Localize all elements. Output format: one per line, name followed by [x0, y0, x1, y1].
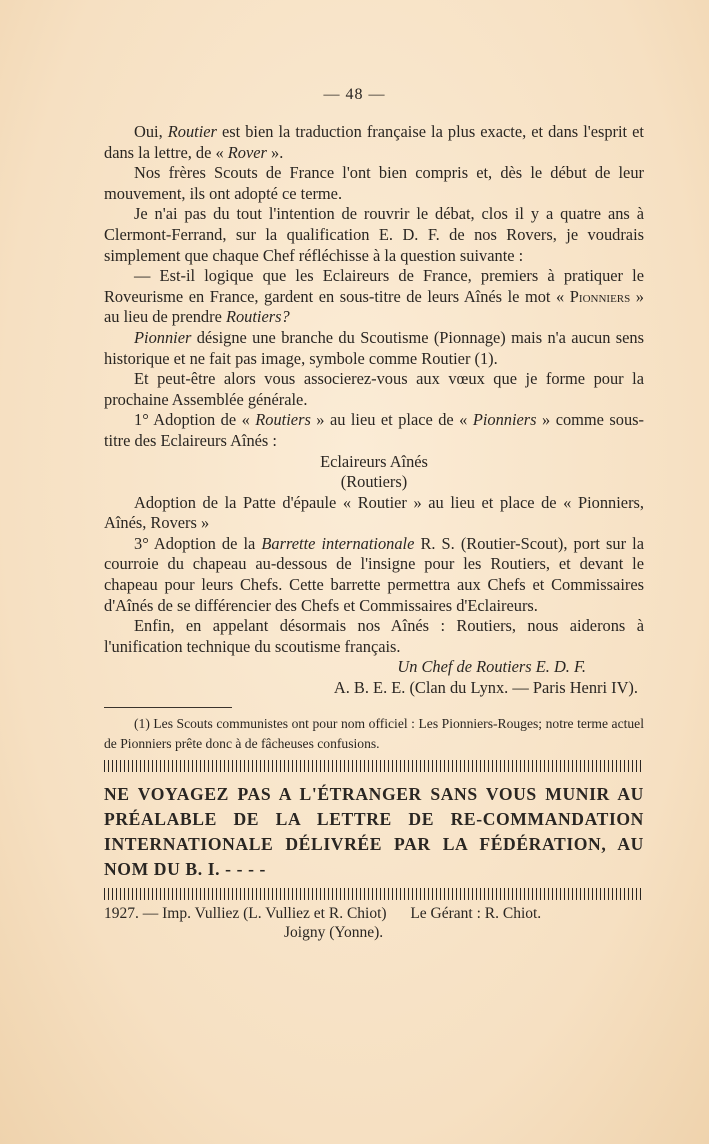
- paragraph-8: Adoption de la Patte d'épaule « Routier » au lieu et place de « Pionniers, Aînés, Rovers »: [104, 492, 644, 533]
- paragraph-6: Et peut-être alors vous associerez-vous aux vœux que je forme pour la prochaine Assemblée générale.: [104, 369, 644, 409]
- page-number: — 48 —: [323, 86, 386, 103]
- subtitle-line-1: Eclaireurs Aînés: [320, 451, 428, 471]
- paragraph-10: Enfin, en appelant désormais nos Aînés : Routiers, nous aiderons à l'unification technique du scoutisme français.: [104, 616, 644, 656]
- paragraph-1: Oui, Routier est bien la traduction française la plus exacte, et dans l'esprit et dans la lettre, de « Rover ».: [104, 122, 644, 162]
- paragraph-4: — Est-il logique que les Eclaireurs de France, premiers à pratiquer le Roveurisme en France, gardent en sous-titre de leurs Aînés le mot « Pionniers » au lieu de prendre Routiers?: [104, 266, 644, 327]
- paragraph-7: 1° Adoption de « Routiers » au lieu et place de « Pionniers » comme sous-titre des Eclaireurs Aînés :: [104, 410, 645, 450]
- imprint-line-2: Joigny (Yonne).: [284, 923, 384, 941]
- paragraph-5: Pionnier désigne une branche du Scoutisme (Pionnage) mais n'a aucun sens historique et ne fait pas image, symbole comme Routier (1).: [104, 327, 644, 368]
- notice-text: NE VOYAGEZ PAS A L'ÉTRANGER SANS VOUS MUNIR AU PRÉALABLE DE LA LETTRE DE RE-COMMANDATION INTERNATIONALE DÉLIVRÉE PAR LA FÉDÉRATION, AU NOM DU B. I. - - - -: [104, 783, 644, 879]
- footnote-rule: [104, 707, 232, 708]
- paragraph-2: Nos frères Scouts de France l'ont bien compris et, dès le début de leur mouvement, ils ont adopté ce terme.: [104, 163, 644, 203]
- imprint-manager: Le Gérant : R. Chiot.: [410, 904, 542, 922]
- paragraph-9: 3° Adoption de la Barrette internationale R. S. (Routier-Scout), port sur la courroie du chapeau au-dessous de l'insigne pour les Routiers, et devant le chapeau pour leurs Chefs. Cette barrette permettra aux Chefs et Commissaires d'Aînés de se différencier des Chefs et Commissaires d'Eclaireurs.: [104, 533, 644, 615]
- decorative-rule-top: [104, 760, 644, 772]
- signature-line-1: Un Chef de Routiers E. D. F.: [397, 657, 586, 677]
- subtitle-line-2: (Routiers): [340, 472, 408, 492]
- imprint: [104, 904, 644, 942]
- decorative-rule-bottom: [104, 888, 644, 900]
- imprint-line-1: [104, 904, 644, 923]
- article-body: [104, 122, 644, 942]
- imprint-printer: 1927. — Imp. Vulliez (L. Vulliez et R. Chiot): [104, 904, 387, 922]
- paragraph-3: Je n'ai pas du tout l'intention de rouvrir le débat, clos il y a quatre ans à Clermont-Ferrand, sur la qualification E. D. F. de nos Rovers, je voudrais simplement que chaque Chef réfléchisse à la question suivante :: [104, 204, 644, 265]
- footnote: (1) Les Scouts communistes ont pour nom officiel : Les Pionniers-Rouges; notre terme actuel de Pionniers prête donc à de fâcheuses confusions.: [104, 715, 644, 751]
- signature-line-2: A. B. E. E. (Clan du Lynx. — Paris Henri IV).: [333, 678, 638, 698]
